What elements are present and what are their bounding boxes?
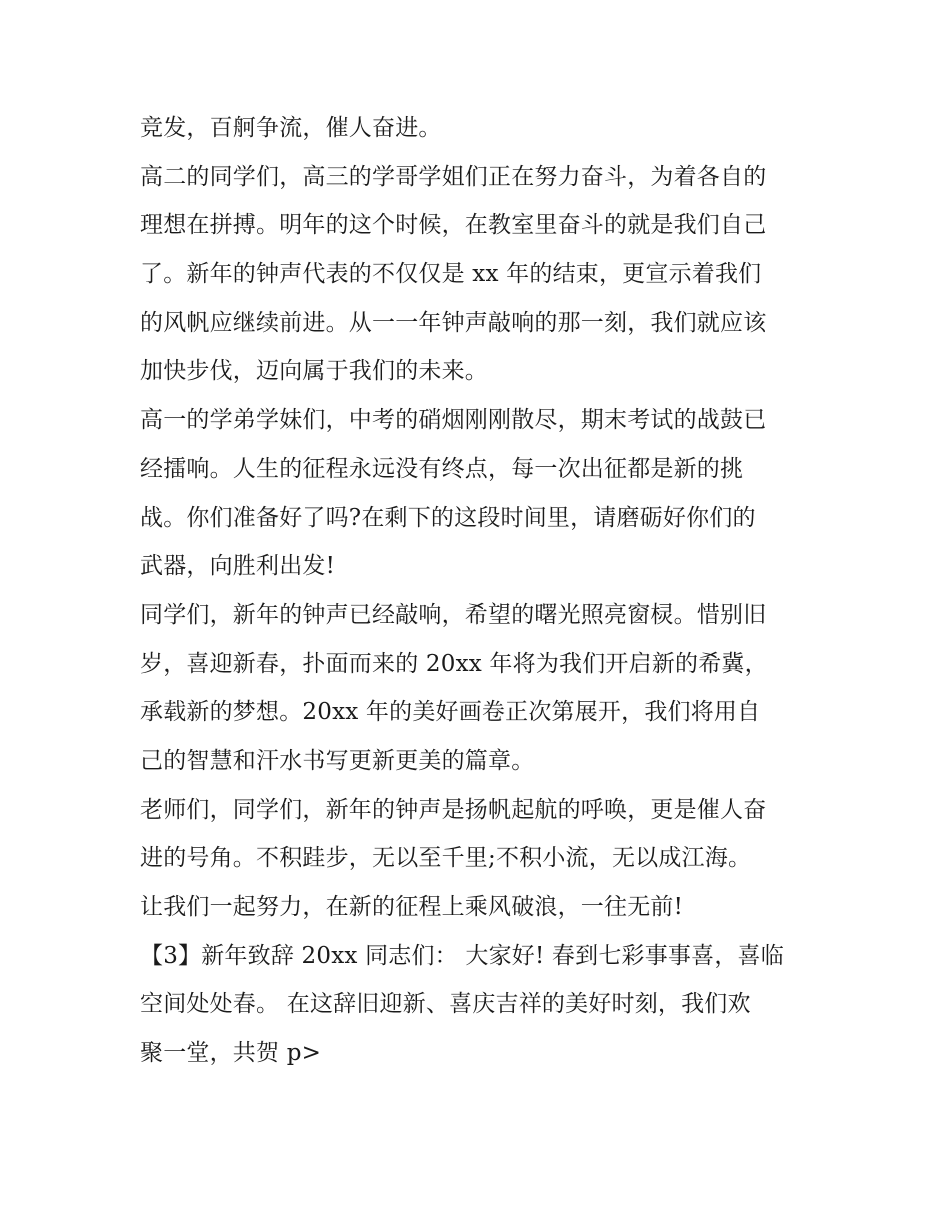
text-line: 空间处处春。 在这辞旧迎新、喜庆吉祥的美好时刻，我们欢 [140, 991, 751, 1018]
text-line: 同学们，新年的钟声已经敲响，希望的曙光照亮窗棂。惜别旧 [140, 601, 767, 628]
text-line: 【3】新年致辞 20xx 同志们： 大家好! 春到七彩事事喜，喜临 [140, 942, 784, 969]
text-line: 战。你们准备好了吗?在剩下的这段时间里，请磨砺好你们的 [140, 504, 756, 531]
text-line: 己的智慧和汗水书写更新更美的篇章。 [140, 747, 535, 774]
text-line: 高二的同学们，高三的学哥学姐们正在努力奋斗，为着各自的 [140, 163, 767, 190]
document-page [140, 108, 830, 1082]
text-line: 经擂响。人生的征程永远没有终点，每一次出征都是新的挑 [140, 455, 744, 482]
text-line: 武器，向胜利出发! [140, 553, 336, 580]
text-line: 聚一堂，共贺 p> [140, 1040, 322, 1067]
text-line: 理想在拼搏。明年的这个时候，在教室里奋斗的就是我们自己 [140, 212, 767, 239]
text-line: 竞发，百舸争流，催人奋进。 [140, 115, 442, 141]
text-line: 的风帆应继续前进。从一一年钟声敲响的那一刻，我们就应该 [140, 309, 767, 336]
text-line: 进的号角。不积跬步，无以至千里;不积小流，无以成江海。 [140, 845, 752, 872]
text-line: 加快步伐，迈向属于我们的未来。 [140, 358, 488, 385]
text-line: 岁，喜迎新春，扑面而来的 20xx 年将为我们开启新的希冀， [140, 650, 768, 677]
text-line: 高一的学弟学妹们，中考的硝烟刚刚散尽，期末考试的战鼓已 [140, 407, 767, 434]
text-line: 了。新年的钟声代表的不仅仅是 xx 年的结束，更宣示着我们 [140, 261, 762, 288]
text-line: 承载新的梦想。20xx 年的美好画卷正次第展开，我们将用自 [140, 699, 761, 726]
text-line: 让我们一起努力，在新的征程上乘风破浪，一往无前! [140, 894, 684, 920]
text-line: 老师们，同学们，新年的钟声是扬帆起航的呼唤，更是催人奋 [140, 796, 767, 823]
